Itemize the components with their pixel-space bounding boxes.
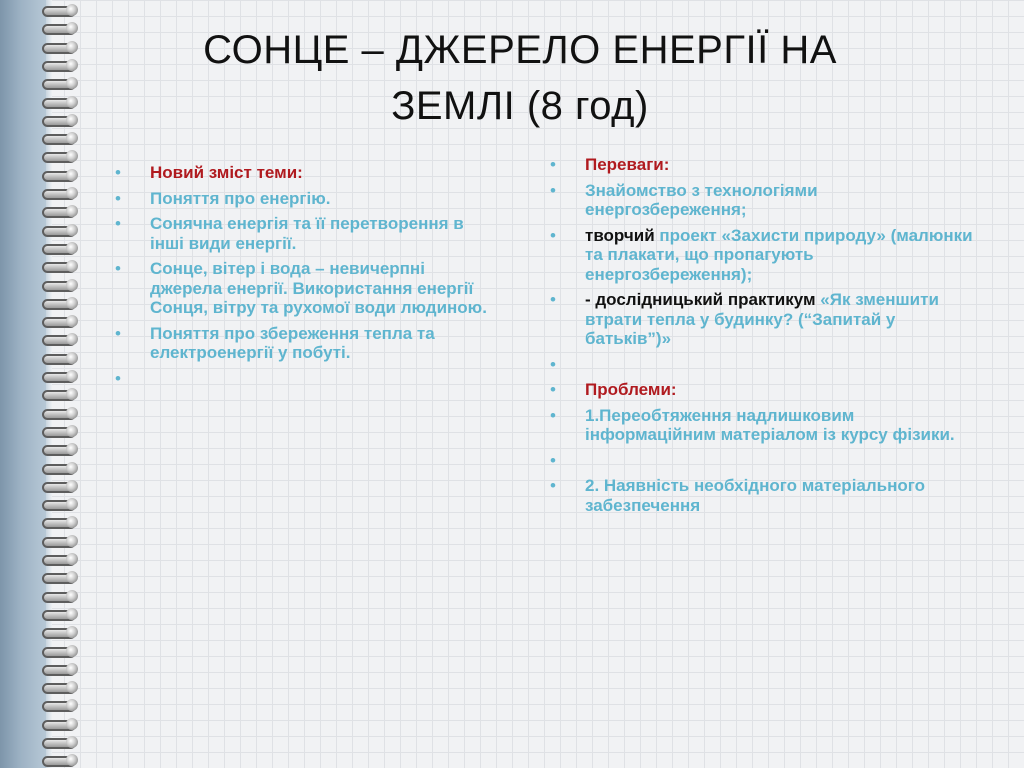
spiral-ring xyxy=(36,96,84,108)
spiral-ring xyxy=(36,260,84,272)
new-content-heading: Новий зміст теми: xyxy=(150,163,303,182)
list-item-empty xyxy=(548,451,978,471)
left-bullet-list xyxy=(113,163,493,394)
spiral-ring xyxy=(36,736,84,748)
advantages-heading: Переваги: xyxy=(585,155,670,174)
spiral-ring xyxy=(36,41,84,53)
spiral-ring xyxy=(36,333,84,345)
spiral-ring xyxy=(36,535,84,547)
bullet-marker: • xyxy=(550,290,556,309)
list-item-text: 1.Переобтяження надлишковим інформаційним матеріалом із курсу фізики. xyxy=(585,405,955,444)
spiral-ring xyxy=(36,754,84,766)
list-item-text: Поняття про енергію. xyxy=(150,188,331,208)
spiral-ring xyxy=(36,315,84,327)
spiral-ring xyxy=(36,425,84,437)
list-item xyxy=(113,189,493,209)
slide-title xyxy=(90,22,950,134)
list-item-text: проект «Захисти природу» (малюнки та плакати, що пропагують енергозбереження); xyxy=(585,225,973,284)
spiral-ring xyxy=(36,114,84,126)
list-item-text: Знайомство з технологіями енергозбереження; xyxy=(585,180,818,219)
spiral-ring xyxy=(36,608,84,620)
bullet-marker: • xyxy=(550,354,556,374)
spiral-ring xyxy=(36,132,84,144)
list-item-text: Сонце, вітер і вода – невичерпні джерела енергії. Використання енергії Сонця, вітру та рухомої води людиною. xyxy=(150,259,487,317)
spiral-ring xyxy=(36,590,84,602)
list-item-text: Поняття про збереження тепла та електроенергії у побуті. xyxy=(150,323,435,362)
research-label: - дослідницький практикум xyxy=(585,290,816,309)
list-item-advantages xyxy=(548,155,978,175)
list-item xyxy=(113,324,493,363)
creative-label: творчий xyxy=(585,225,655,245)
spiral-ring xyxy=(36,187,84,199)
spiral-ring xyxy=(36,645,84,657)
spiral-ring xyxy=(36,443,84,455)
list-item-problems xyxy=(548,380,978,400)
list-item xyxy=(548,290,978,349)
spiral-ring xyxy=(36,626,84,638)
spiral-ring xyxy=(36,150,84,162)
spiral-binding xyxy=(36,0,88,768)
list-item-text: 2. Наявність необхідного матеріального забезпечення xyxy=(585,476,926,515)
list-item xyxy=(548,181,978,220)
list-item-empty xyxy=(113,369,493,389)
bullet-marker: • xyxy=(550,155,556,174)
spiral-ring xyxy=(36,77,84,89)
bullet-marker: • xyxy=(115,163,121,182)
spiral-ring xyxy=(36,205,84,217)
bullet-marker: • xyxy=(550,225,556,245)
slide-title-line-2: ЗЕМЛІ (8 год) xyxy=(391,84,649,128)
spiral-ring xyxy=(36,22,84,34)
spiral-ring xyxy=(36,407,84,419)
list-item-text: Сонячна енергія та її перетворення в інші види енергії. xyxy=(150,214,464,253)
list-item xyxy=(548,476,978,515)
bullet-marker: • xyxy=(115,188,121,208)
spiral-ring xyxy=(36,480,84,492)
right-bullet-list xyxy=(548,155,978,521)
spiral-ring xyxy=(36,297,84,309)
spiral-ring xyxy=(36,388,84,400)
spiral-ring xyxy=(36,462,84,474)
spiral-ring xyxy=(36,663,84,675)
bullet-marker: • xyxy=(115,214,121,233)
spiral-ring xyxy=(36,718,84,730)
list-item xyxy=(548,226,978,285)
bullet-marker: • xyxy=(550,380,556,399)
spiral-ring xyxy=(36,681,84,693)
spiral-ring xyxy=(36,352,84,364)
problems-heading: Проблеми: xyxy=(585,380,677,399)
list-item-new-content xyxy=(113,163,493,183)
slide-title-line-1: СОНЦЕ – ДЖЕРЕЛО ЕНЕРГІЇ НА xyxy=(203,28,837,72)
spiral-ring xyxy=(36,59,84,71)
list-item xyxy=(548,406,978,445)
spiral-ring xyxy=(36,224,84,236)
list-item xyxy=(113,259,493,318)
list-item-empty xyxy=(548,355,978,375)
bullet-marker: • xyxy=(115,259,121,278)
bullet-marker: • xyxy=(115,368,121,388)
bullet-marker: • xyxy=(550,476,556,495)
spiral-ring xyxy=(36,699,84,711)
spiral-ring xyxy=(36,242,84,254)
bullet-marker: • xyxy=(550,180,556,200)
spiral-ring xyxy=(36,4,84,16)
spiral-ring xyxy=(36,169,84,181)
bullet-marker: • xyxy=(550,450,556,470)
list-item xyxy=(113,214,493,253)
spiral-ring xyxy=(36,279,84,291)
spiral-ring xyxy=(36,571,84,583)
bullet-marker: • xyxy=(550,405,556,425)
spiral-ring xyxy=(36,516,84,528)
spiral-ring xyxy=(36,553,84,565)
spiral-ring xyxy=(36,498,84,510)
bullet-marker: • xyxy=(115,323,121,343)
list-item-text: «Як зменшити втрати тепла у будинку? (“Запитай у батьків”)» xyxy=(585,290,939,348)
spiral-ring xyxy=(36,370,84,382)
